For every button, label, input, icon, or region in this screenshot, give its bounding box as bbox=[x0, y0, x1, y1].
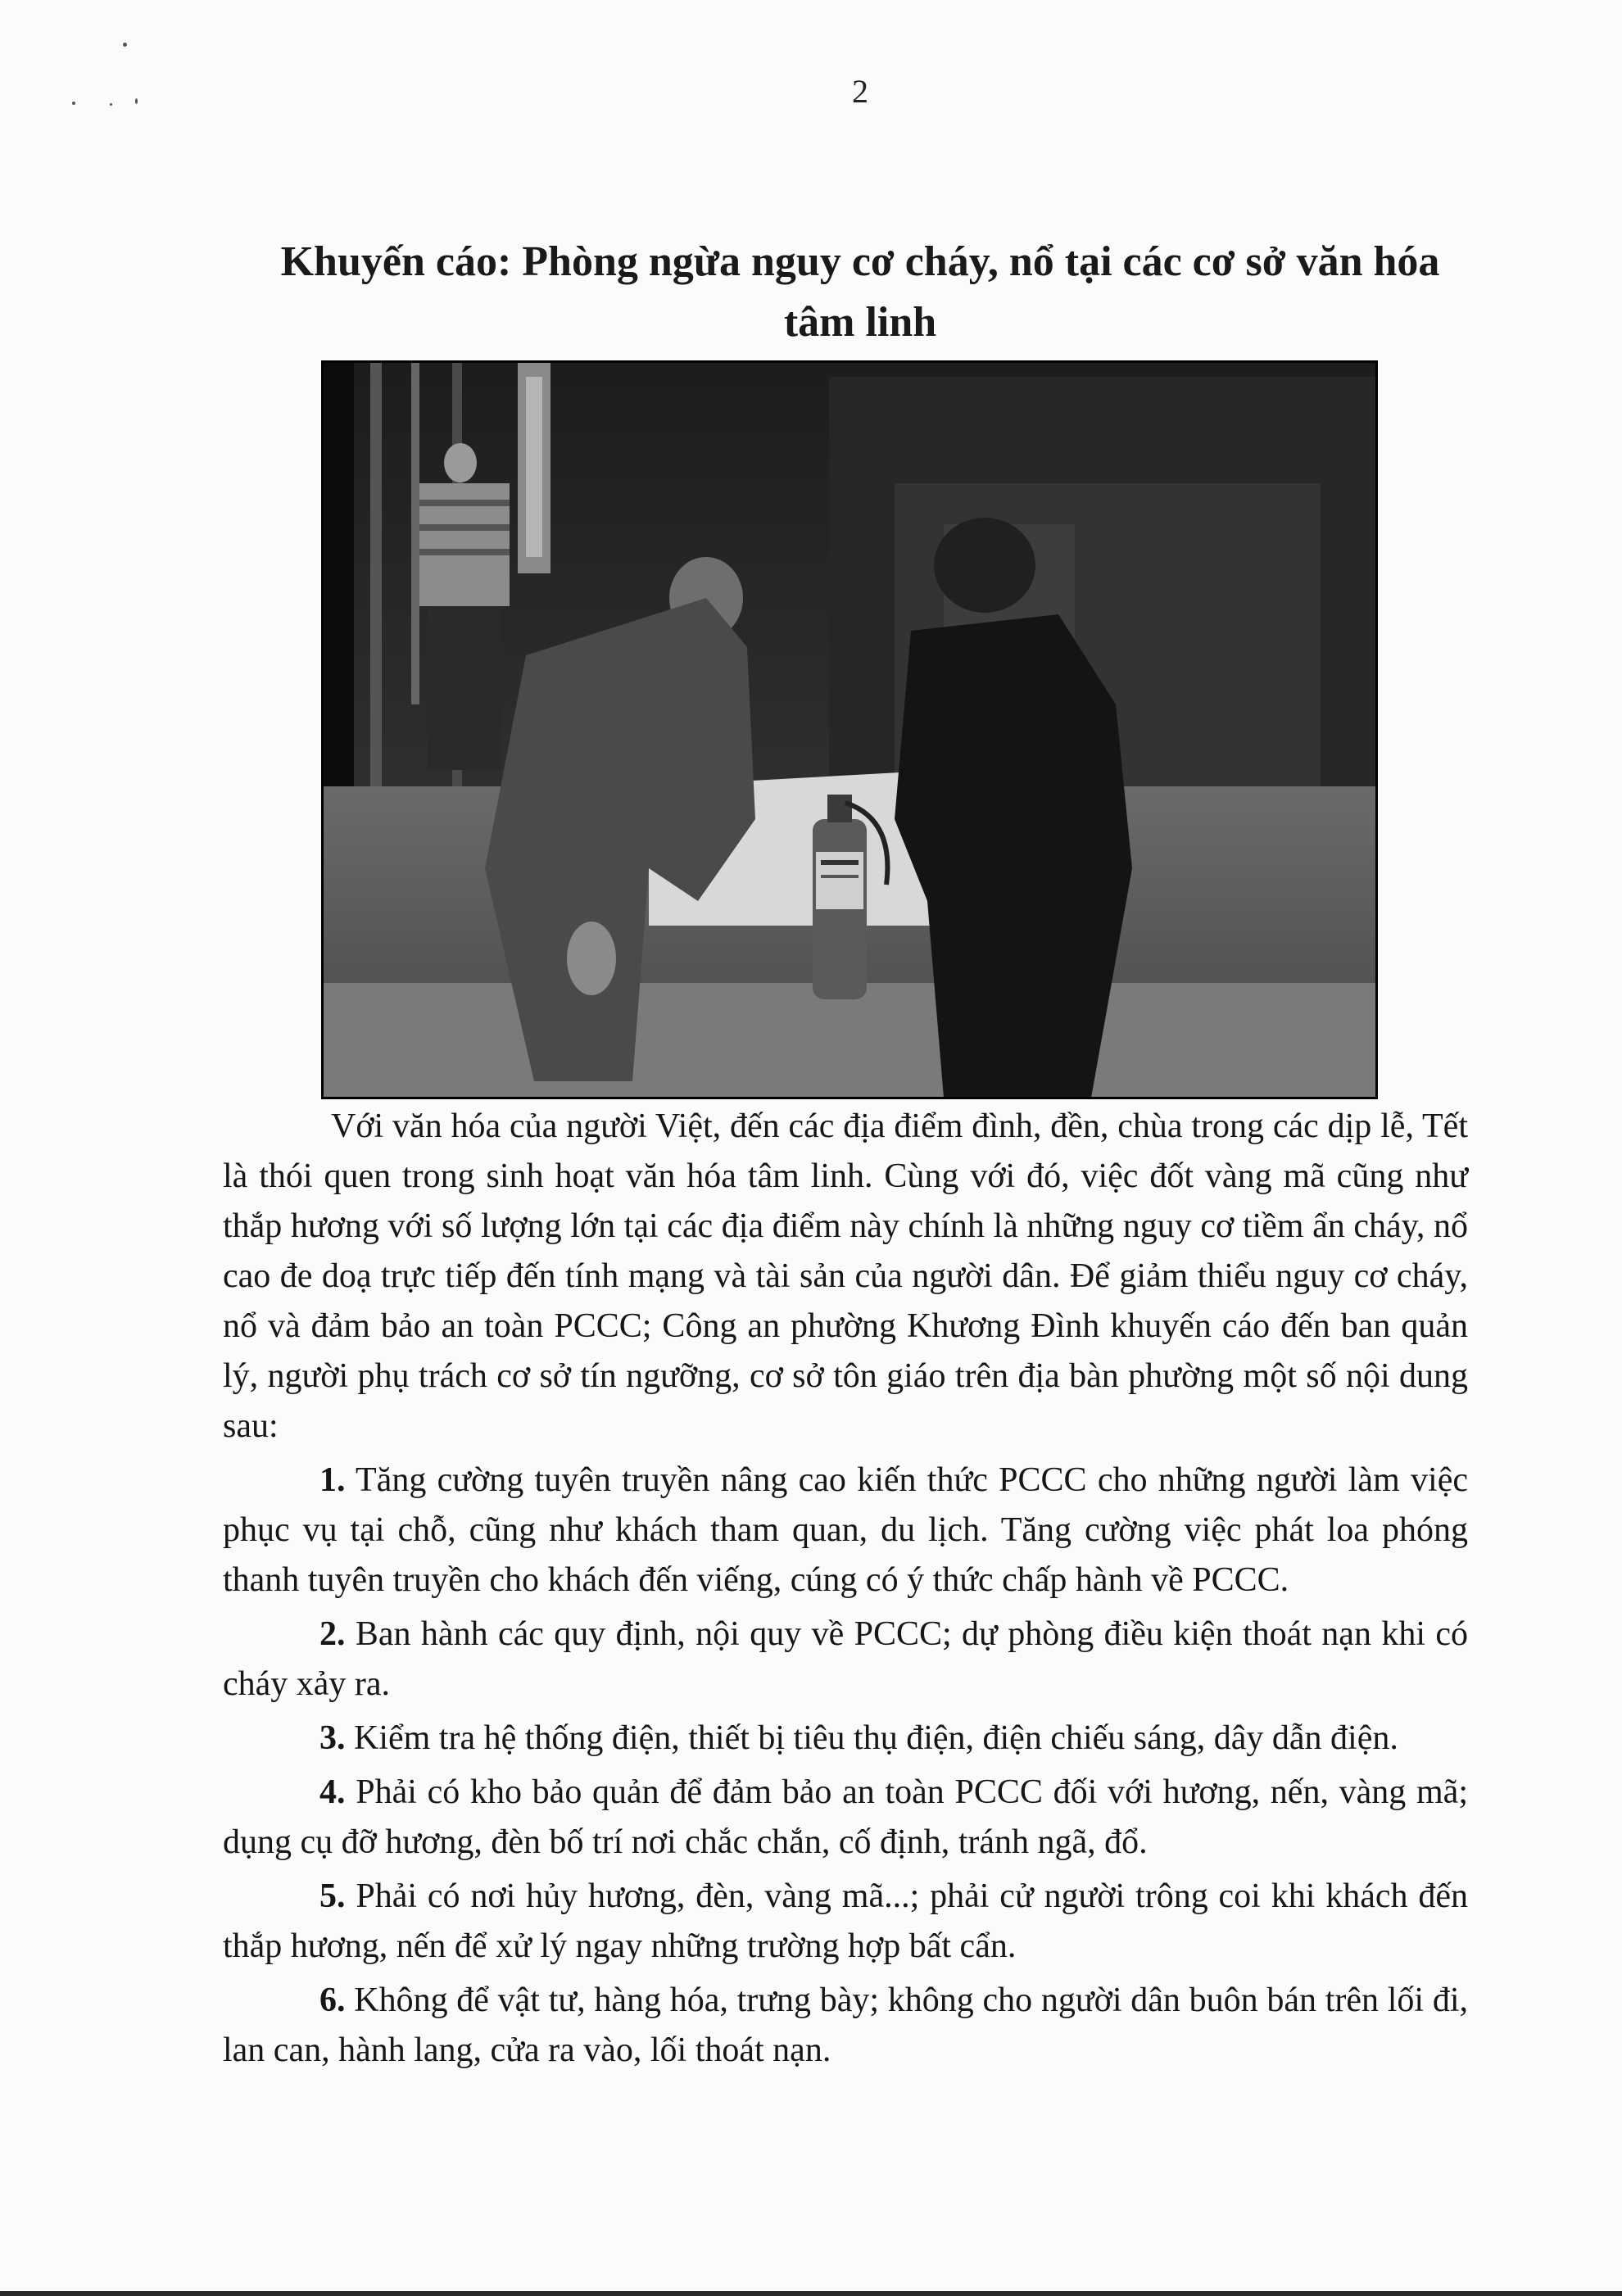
document-body bbox=[223, 1102, 1468, 2076]
item-number: 3. bbox=[319, 1719, 346, 1757]
recommendation-item bbox=[223, 1610, 1468, 1710]
item-text: Kiểm tra hệ thống điện, thiết bị tiêu thụ điện, điện chiếu sáng, dây dẫn điện. bbox=[354, 1719, 1398, 1757]
recommendation-item bbox=[223, 1768, 1468, 1868]
recommendation-item bbox=[223, 1456, 1468, 1605]
page-title: Khuyến cáo: Phòng ngừa nguy cơ cháy, nổ tại các cơ sở văn hóa tâm linh bbox=[280, 238, 1440, 346]
item-number: 2. bbox=[319, 1615, 346, 1653]
item-text: Phải có nơi hủy hương, đèn, vàng mã...; phải cử người trông coi khi khách đến thắp hương, nến để xử lý ngay những trường hợp bất cẩn. bbox=[223, 1877, 1469, 1965]
item-number: 1. bbox=[319, 1461, 346, 1499]
item-number: 5. bbox=[319, 1877, 346, 1915]
scan-bottom-edge bbox=[0, 2291, 1622, 2296]
photo-illustration bbox=[321, 360, 1378, 1099]
item-text: Ban hành các quy định, nội quy về PCCC; dự phòng điều kiện thoát nạn khi có cháy xảy ra. bbox=[223, 1615, 1469, 1703]
recommendation-item bbox=[223, 1872, 1468, 1972]
item-text: Phải có kho bảo quản để đảm bảo an toàn PCCC đối với hương, nến, vàng mã; dụng cụ đỡ hương, đèn bố trí nơi chắc chắn, cố định, tránh ngã, đổ. bbox=[223, 1773, 1468, 1861]
page-number: 2 bbox=[852, 73, 868, 110]
item-text: Tăng cường tuyên truyền nâng cao kiến thức PCCC cho những người làm việc phục vụ tại chỗ, cũng như khách tham quan, du lịch. Tăng cường việc phát loa phóng thanh tuyên truyền cho khách đến viếng, cúng có ý thức chấp hành về PCCC. bbox=[223, 1461, 1468, 1599]
recommendation-item bbox=[223, 1976, 1468, 2076]
temple-inspection-photo bbox=[321, 360, 1378, 1099]
item-number: 4. bbox=[319, 1773, 346, 1811]
scan-speck bbox=[123, 43, 127, 47]
item-text: Không để vật tư, hàng hóa, trưng bày; không cho người dân buôn bán trên lối đi, lan can, hành lang, cửa ra vào, lối thoát nạn. bbox=[223, 1981, 1468, 2069]
recommendation-item bbox=[223, 1714, 1468, 1764]
item-number: 6. bbox=[319, 1981, 346, 2019]
intro-paragraph: Với văn hóa của người Việt, đến các địa điểm đình, đền, chùa trong các dịp lễ, Tết là thói quen trong sinh hoạt văn hóa tâm linh. Cùng với đó, việc đốt vàng mã cũng như thắp hương với số lượng lớn tại các địa điểm này chính là những nguy cơ tiềm ẩn cháy, nổ cao đe doạ trực tiếp đến tính mạng và tài sản của người dân. Để giảm thiểu nguy cơ cháy, nổ và đảm bảo an toàn PCCC; Công an phường Khương Đình khuyến cáo đến ban quản lý, người phụ trách cơ sở tín ngưỡng, cơ sở tôn giáo trên địa bàn phường một số nội dung sau: bbox=[223, 1107, 1468, 1445]
